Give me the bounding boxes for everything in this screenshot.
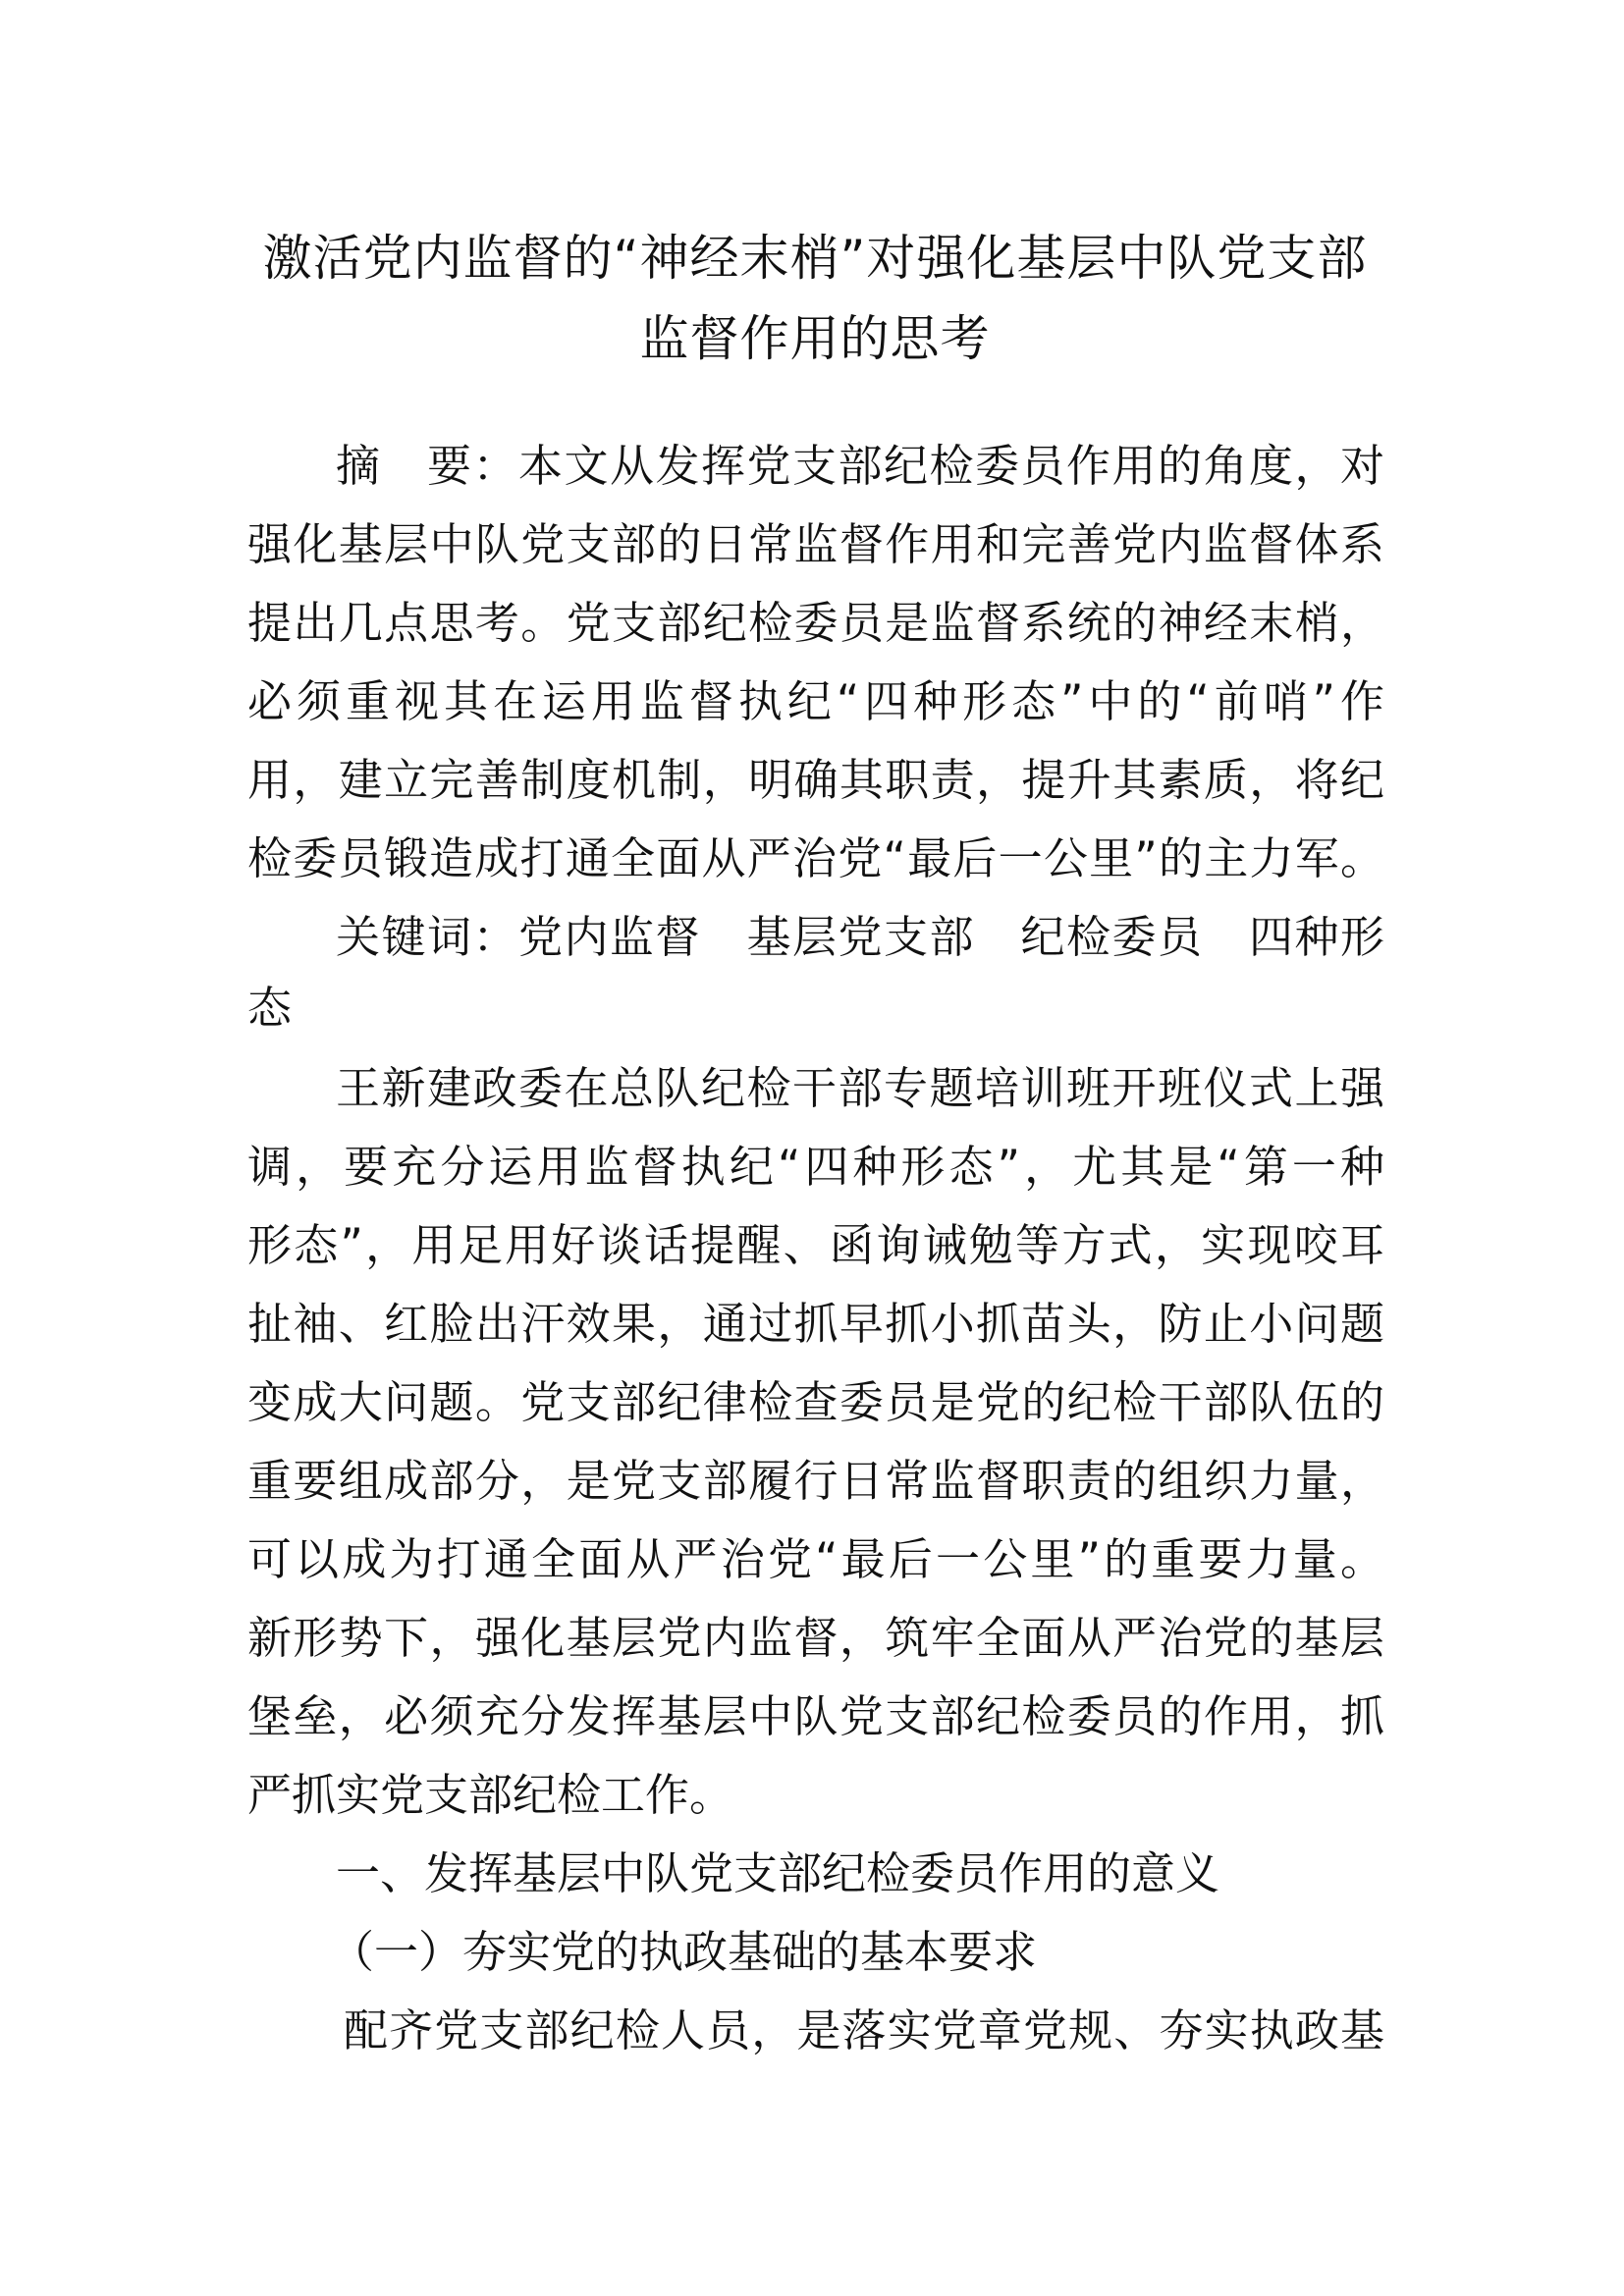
abstract-line: 必须重视其在运用监督执纪“四种形态”中的“前哨”作 (247, 675, 1384, 727)
keywords-line: 态 (247, 982, 293, 1034)
body-line: 形态”，用足用好谈话提醒、函询诫勉等方式，实现咬耳 (247, 1219, 1384, 1271)
subsection-heading: （一）夯实党的执政基础的基本要求 (330, 1926, 1038, 1978)
body-line: 调，要充分运用监督执纪“四种形态”，尤其是“第一种 (247, 1141, 1384, 1193)
body-line: 新形势下，强化基层党内监督，筑牢全面从严治党的基层 (247, 1612, 1384, 1664)
abstract-line: 强化基层中队党支部的日常监督作用和完善党内监督体系 (247, 518, 1384, 570)
body-line: 扯袖、红脸出汗效果，通过抓早抓小抓苗头，防止小问题 (247, 1298, 1384, 1350)
body-line: 严抓实党支部纪检工作。 (247, 1769, 734, 1821)
body-line: 堡垒，必须充分发挥基层中队党支部纪检委员的作用，抓 (247, 1690, 1384, 1742)
body-line: 王新建政委在总队纪检干部专题培训班开班仪式上强 (336, 1062, 1384, 1114)
title-line-1: 激活党内监督的“神经末梢”对强化基层中队党支部 (262, 230, 1368, 287)
abstract-line: 摘 要：本文从发挥党支部纪检委员作用的角度，对 (336, 440, 1384, 492)
abstract-line: 提出几点思考。党支部纪检委员是监督系统的神经末梢， (247, 597, 1384, 649)
body-line: 变成大问题。党支部纪律检查委员是党的纪检干部队伍的 (247, 1376, 1384, 1428)
body-line: 配齐党支部纪检人员，是落实党章党规、夯实执政基 (344, 2004, 1384, 2056)
abstract-line: 用，建立完善制度机制，明确其职责，提升其素质，将纪 (247, 754, 1384, 806)
body-line: 可以成为打通全面从严治党“最后一公里”的重要力量。 (247, 1533, 1384, 1585)
abstract-line: 检委员锻造成打通全面从严治党“最后一公里”的主力军。 (247, 832, 1384, 884)
section-heading: 一、发挥基层中队党支部纪检委员作用的意义 (336, 1847, 1220, 1899)
title-line-2: 监督作用的思考 (639, 310, 991, 367)
keywords-line: 关键词：党内监督 基层党支部 纪检委员 四种形 (336, 911, 1384, 963)
body-line: 重要组成部分，是党支部履行日常监督职责的组织力量， (247, 1455, 1384, 1507)
